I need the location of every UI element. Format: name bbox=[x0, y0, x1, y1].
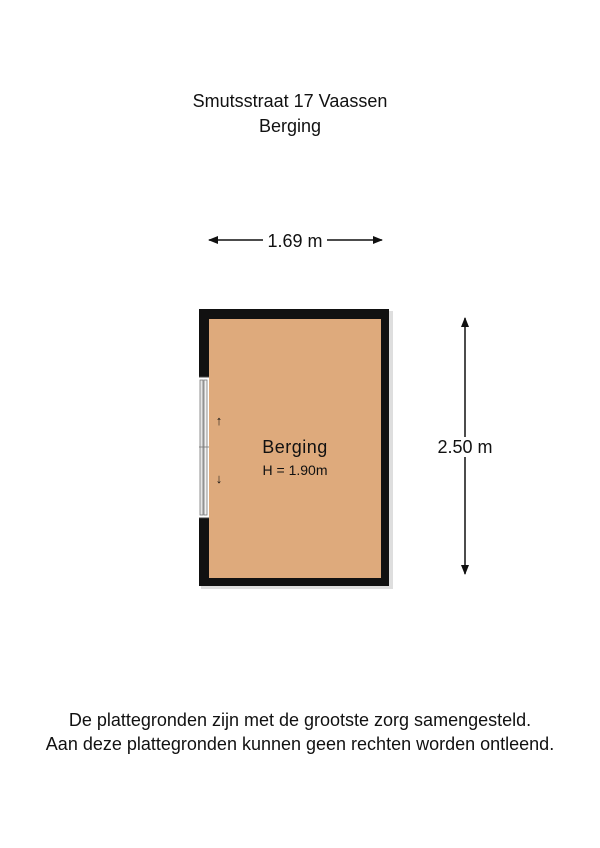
plan-floor-title: Berging bbox=[258, 116, 322, 136]
door-arrow-up-icon: ↑ bbox=[215, 413, 223, 428]
double-door bbox=[199, 377, 209, 518]
door-arrow-down-icon: ↓ bbox=[215, 471, 223, 486]
height-dimension-label: 2.50 m bbox=[432, 437, 498, 457]
plan-address: Smutsstraat 17 Vaassen bbox=[192, 91, 388, 111]
width-dimension-label: 1.69 m bbox=[200, 231, 390, 251]
room-name: Berging bbox=[262, 437, 328, 457]
disclaimer-line-1: De plattegronden zijn met de grootste zorg samengesteld. bbox=[68, 710, 532, 730]
disclaimer-line-2: Aan deze plattegronden kunnen geen rechten worden ontleend. bbox=[45, 734, 555, 754]
room-ceiling-height: H = 1.90m bbox=[262, 462, 328, 478]
